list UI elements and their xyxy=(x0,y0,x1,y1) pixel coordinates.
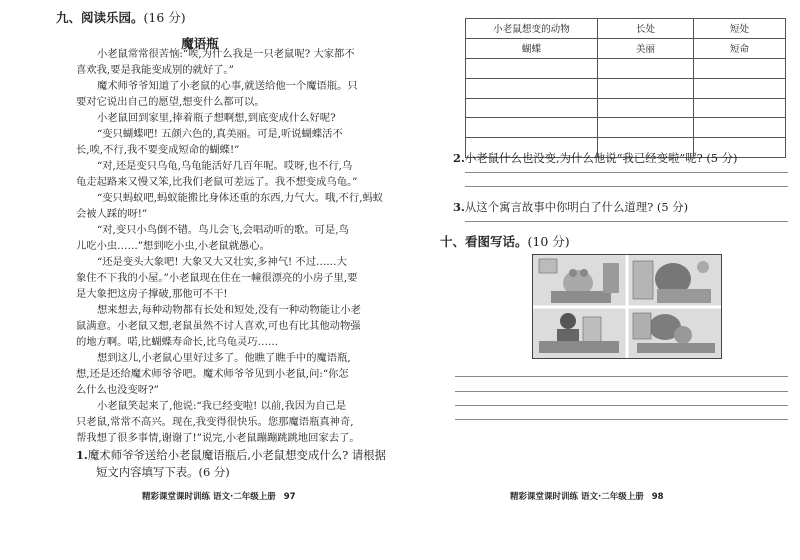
table-blank-cell[interactable] xyxy=(598,98,694,118)
story-line: 龟走起路来又慢又笨,比我们老鼠可差远了。我不想变成乌龟。” xyxy=(76,176,358,188)
table-header-animal: 小老鼠想变的动物 xyxy=(466,19,598,39)
writing-line[interactable] xyxy=(455,376,788,377)
story-line: “变只蝴蝶吧! 五颜六色的,真美丽。可是,听说蝴蝶活不 xyxy=(97,128,343,140)
right-page xyxy=(420,0,800,560)
table-blank-cell[interactable] xyxy=(466,58,598,78)
story-line: 小老鼠回到家里,捧着瓶子想啊想,到底变成什么好呢? xyxy=(97,112,336,124)
table-row xyxy=(466,118,786,138)
question-1-number: 1. xyxy=(76,448,88,462)
story-line: 么什么也没变呀?” xyxy=(76,384,159,396)
answer-table xyxy=(465,18,786,158)
story-line: 小老鼠笑起来了,他说:“我已经变啦! 以前,我因为自己是 xyxy=(97,400,347,412)
story-line: 长,唉,不行,我不要变成短命的蝴蝶!” xyxy=(76,144,240,156)
answer-line[interactable] xyxy=(465,172,788,173)
table-blank-cell[interactable] xyxy=(694,58,786,78)
illustration-four-panels xyxy=(532,254,722,359)
table-cell-weakness: 短命 xyxy=(694,38,786,58)
story-line: 喜欢我,要是我能变成别的就好了。” xyxy=(76,64,234,76)
question-2 xyxy=(453,150,793,167)
right-footer: 精彩课堂课时训练 语文·二年级上册 98 xyxy=(510,492,664,502)
answer-line[interactable] xyxy=(465,221,788,222)
section-title-ten: 十、看图写话。(10 分) xyxy=(440,234,570,249)
question-3 xyxy=(453,199,793,216)
story-line: 想来想去,每种动物都有长处和短处,没有一种动物能让小老 xyxy=(97,304,361,316)
table-blank-cell[interactable] xyxy=(694,118,786,138)
left-footer: 精彩课堂课时训练 语文·二年级上册 97 xyxy=(142,492,296,502)
story-line: 鼠满意。小老鼠又想,老鼠虽然不讨人喜欢,可也有比其他动物强 xyxy=(76,320,361,332)
table-blank-cell[interactable] xyxy=(598,78,694,98)
writing-line[interactable] xyxy=(455,391,788,392)
table-blank-cell[interactable] xyxy=(694,98,786,118)
table-blank-cell[interactable] xyxy=(466,118,598,138)
table-header-strength: 长处 xyxy=(598,19,694,39)
story-line: 想,还是还给魔术师爷爷吧。魔术师爷爷见到小老鼠,问:“你怎 xyxy=(76,368,349,380)
story-text xyxy=(76,46,412,446)
writing-line[interactable] xyxy=(455,419,788,420)
story-line: “变只蚂蚁吧,蚂蚁能搬比身体还重的东西,力气大。哦,不行,蚂蚁 xyxy=(97,192,384,204)
story-line: 只老鼠,常常不高兴。现在,我变得很快乐。您那魔语瓶真神奇, xyxy=(76,416,354,428)
table-blank-cell[interactable] xyxy=(598,118,694,138)
question-3-number: 3. xyxy=(453,200,465,214)
story-line: “对,变只小鸟倒不错。鸟儿会飞,会唱动听的歌。可是,鸟 xyxy=(97,224,349,236)
table-row xyxy=(466,38,786,58)
story-line: 小老鼠常常很苦恼:“唉,为什么我是一只老鼠呢? 大家都不 xyxy=(97,48,355,60)
story-line: 魔术师爷爷知道了小老鼠的心事,就送给他一个魔语瓶。只 xyxy=(97,80,358,92)
story-line: 儿吃小虫……”想到吃小虫,小老鼠就愚心。 xyxy=(76,240,270,252)
answer-line[interactable] xyxy=(465,186,788,187)
table-cell-strength: 美丽 xyxy=(598,38,694,58)
story-line: 会被人踩的呀!” xyxy=(76,208,148,220)
right-page-number: 98 xyxy=(651,492,664,502)
left-page-number: 97 xyxy=(283,492,296,502)
story-line: 想到这儿,小老鼠心里好过多了。他瞧了瞧手中的魔语瓶, xyxy=(97,352,351,364)
story-title: 魔语瓶 xyxy=(181,36,219,51)
question-2-text: 小老鼠什么也没变,为什么他说“我已经变啦”呢? (5 分) xyxy=(464,151,738,165)
table-header-row xyxy=(466,19,786,39)
table-header-weakness: 短处 xyxy=(694,19,786,39)
table-row xyxy=(466,58,786,78)
story-line: 是大象把这房子撑破,那他可不干! xyxy=(76,288,228,300)
story-line: 帮我想了很多事情,谢谢了!”说完,小老鼠蹦蹦跳跳地回家去了。 xyxy=(76,432,360,444)
table-blank-cell[interactable] xyxy=(466,78,598,98)
question-1 xyxy=(76,447,416,481)
story-line: 象住不下我的小屋。”小老鼠现在住在一幢很漂亮的小房子里,要 xyxy=(76,272,358,284)
section-title-nine: 九、阅读乐园。(16 分) xyxy=(56,10,186,25)
question-1-line-1: 魔术师爷爷送给小老鼠魔语瓶后,小老鼠想变成什么? 请根据 xyxy=(87,448,387,462)
table-cell-animal: 蝴蝶 xyxy=(466,38,598,58)
table-row xyxy=(466,98,786,118)
story-line: “对,还是变只乌龟,乌龟能活好几百年呢。哎呀,也不行,乌 xyxy=(97,160,353,172)
question-2-number: 2. xyxy=(453,151,465,165)
question-3-text: 从这个寓言故事中你明白了什么道理? (5 分) xyxy=(464,200,689,214)
table-blank-cell[interactable] xyxy=(598,58,694,78)
story-line: “还是变头大象吧! 大象又大又壮实,多神气! 不过……大 xyxy=(97,256,347,268)
question-1-line-2: 短文内容填写下表。(6 分) xyxy=(96,465,230,479)
writing-line[interactable] xyxy=(455,405,788,406)
table-blank-cell[interactable] xyxy=(466,98,598,118)
story-line: 要对它说出自己的愿望,想变什么都可以。 xyxy=(76,96,265,108)
story-line: 的地方啊。喏,比蝴蝶寿命长,比乌龟灵巧…… xyxy=(76,336,279,348)
table-blank-cell[interactable] xyxy=(694,78,786,98)
table-row xyxy=(466,78,786,98)
